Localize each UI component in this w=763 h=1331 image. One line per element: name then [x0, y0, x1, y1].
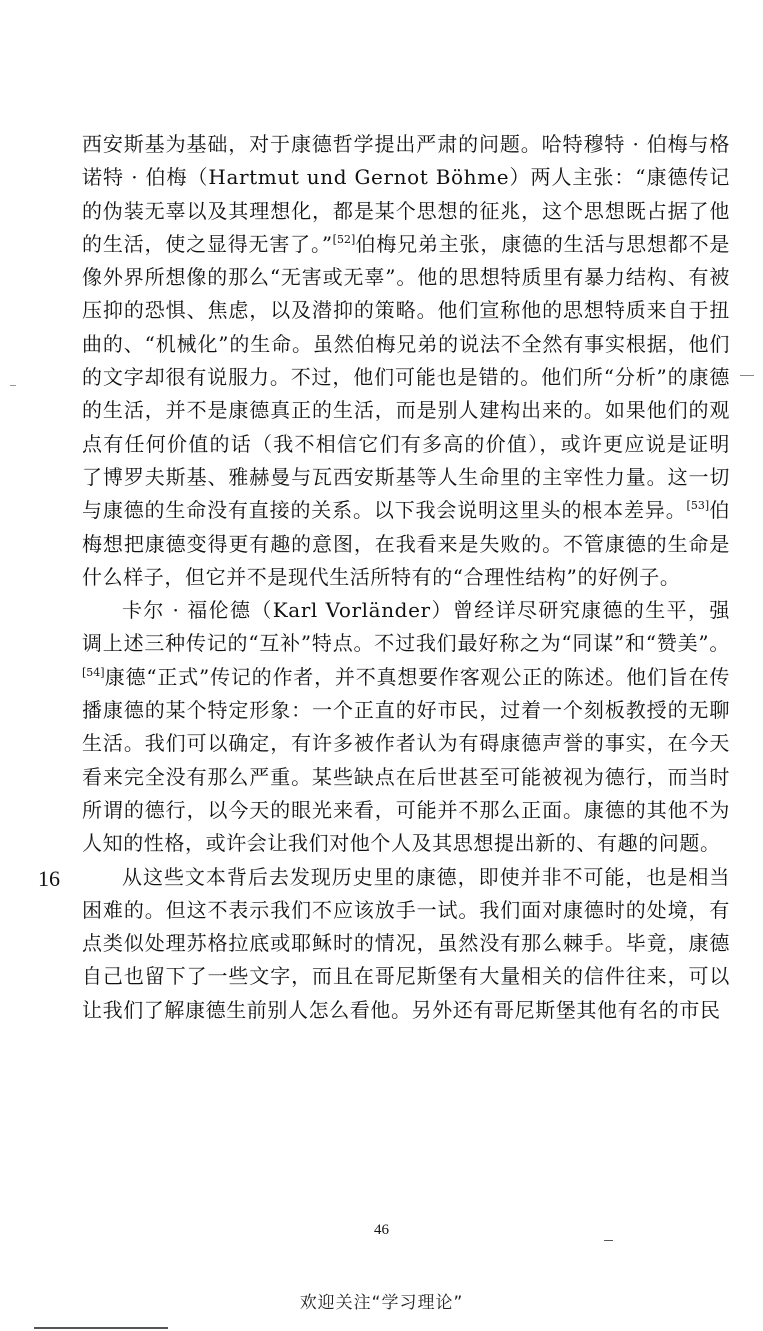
scan-artifact-tick-right	[740, 375, 754, 376]
paragraph-1-text-3: 伯梅想把康德变得更有趣的意图，在我看来是失败的。不管康德的生命是什么样子，但它并不是现代生活所特有的“合理性结构”的好例子。	[82, 498, 730, 589]
footnote-ref-54: [54]	[82, 665, 105, 679]
paragraph-1	[82, 128, 730, 594]
page-number: 46	[374, 1222, 389, 1238]
scan-artifact-line	[34, 1327, 168, 1329]
paragraph-2-text-1: 卡尔 · 福伦德（Karl Vorländer）曾经详尽研究康德的生平，强调上述三种传记的“互补”特点。不过我们最好称之为“同谋”和“赞美”。	[82, 598, 730, 656]
body-text	[82, 128, 730, 1027]
paragraph-1-text-2: 伯梅兄弟主张，康德的生活与思想都不是像外界所想像的那么“无害或无辜”。他的思想特质里有暴力结构、有被压抑的恐惧、焦虑，以及潜抑的策略。他们宣称他的思想特质来自于扭曲的、“机械化”的生命。虽然伯梅兄弟的说法不全然有事实根据，他们的文字却很有说服力。不过，他们可能也是错的。他们所“分析”的康德的生活，并不是康德真正的生活，而是别人建构出来的。如果他们的观点有任何价值的话（我不相信它们有多高的价值），或许更应说是证明了博罗夫斯基、雅赫曼与瓦西安斯基等人生命里的主宰性力量。这一切与康德的生命没有直接的关系。以下我会说明这里头的根本差异。	[82, 231, 730, 523]
paragraph-1-text-1: 西安斯基为基础，对于康德哲学提出严肃的问题。哈特穆特 · 伯梅与格诺特 · 伯梅（Hartmut und Gernot Böhme）两人主张：“康德传记的伪装无辜以及其理想化，都是某个思想的征兆，这个思想既占据了他的生活，使之显得无害了。”	[82, 132, 730, 256]
footnote-ref-52: [52]	[332, 232, 356, 246]
footnote-ref-53: [53]	[686, 499, 710, 513]
paragraph-3	[82, 861, 730, 1027]
scan-artifact-dash	[604, 1240, 613, 1241]
paragraph-2	[82, 594, 730, 860]
footer-watermark: 欢迎关注“学习理论”	[299, 1293, 464, 1313]
paragraph-3-text-1: 从这些文本背后去发现历史里的康德，即使并非不可能，也是相当困难的。但这不表示我们不应该放手一试。我们面对康德时的处境，有点类似处理苏格拉底或耶稣时的情况，虽然没有那么棘手。毕竟，康德自己也留下了一些文字，而且在哥尼斯堡有大量相关的信件往来，可以让我们了解康德生前别人怎么看他。另外还有哥尼斯堡其他有名的市民	[82, 864, 730, 1022]
margin-page-number: 16	[38, 866, 60, 891]
scan-artifact-tick-left	[10, 385, 16, 386]
paragraph-2-text-2: 康德“正式”传记的作者，并不真想要作客观公正的陈述。他们旨在传播康德的某个特定形象：一个正直的好市民，过着一个刻板教授的无聊生活。我们可以确定，有许多被作者认为有碍康德声誉的事实，在今天看来完全没有那么严重。某些缺点在后世甚至可能被视为德行，而当时所谓的德行，以今天的眼光来看，可能并不那么正面。康德的其他不为人知的性格，或许会让我们对他个人及其思想提出新的、有趣的问题。	[82, 664, 730, 856]
